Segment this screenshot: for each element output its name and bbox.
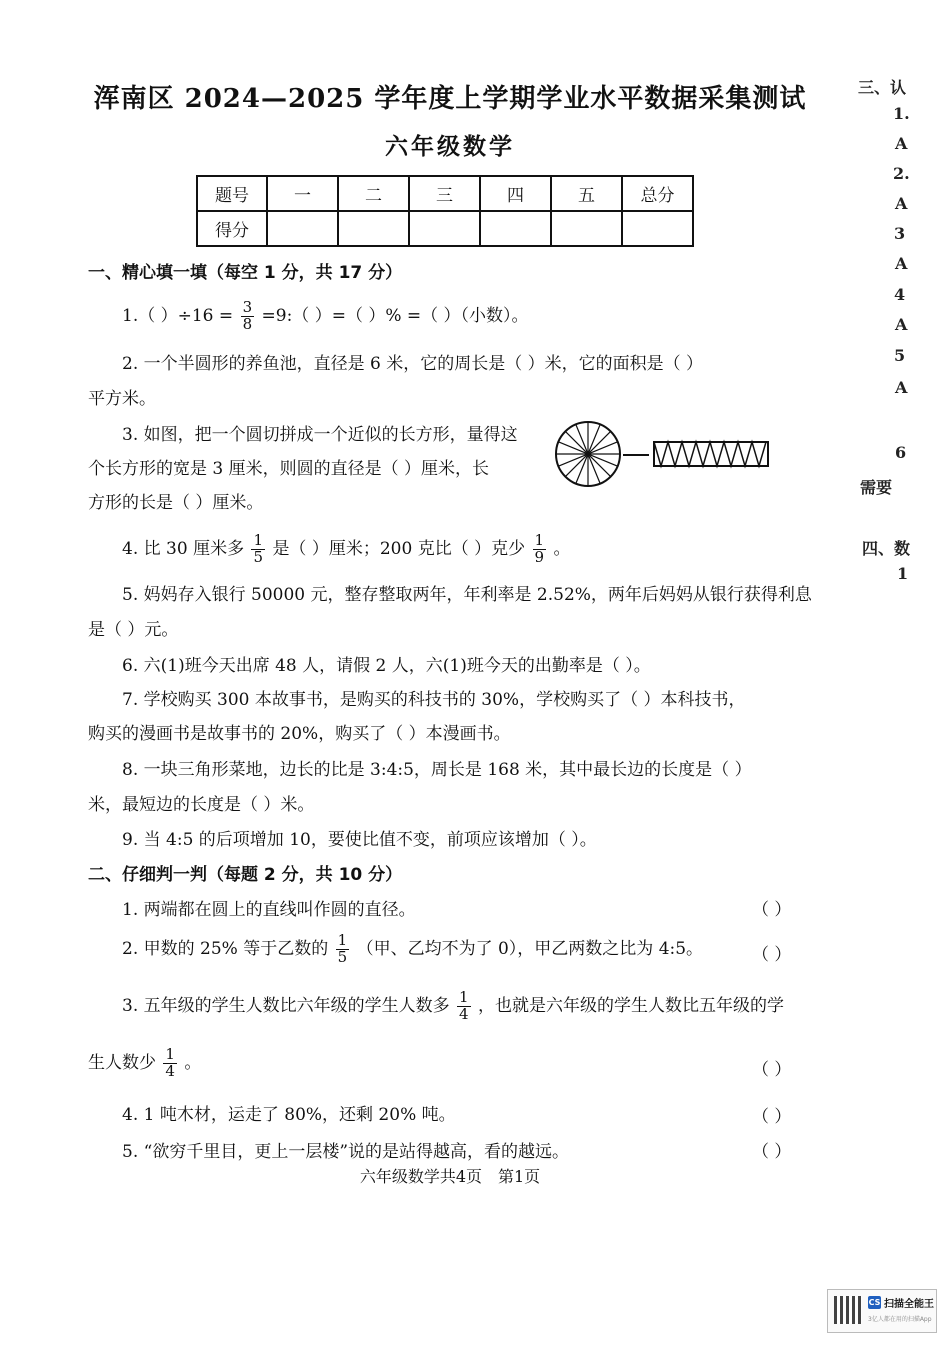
score-cell: 二	[338, 176, 409, 211]
score-cell: 一	[267, 176, 338, 211]
fraction: $\frac{1}{4}$	[165, 1045, 175, 1080]
scanner-watermark	[827, 1289, 937, 1333]
question-2-3-cont: 生人数少 $\frac{1}{4}$ 。	[88, 1045, 202, 1080]
section2-heading: 二、仔细判一判（每题 2 分，共 10 分）	[88, 865, 403, 885]
answer-paren[interactable]: （ ）	[752, 1060, 792, 1080]
score-blank[interactable]	[622, 211, 693, 246]
margin-fragment: A	[895, 194, 908, 213]
margin-fragment: A	[895, 378, 908, 397]
score-blank[interactable]	[480, 211, 551, 246]
margin-section4: 四、数	[862, 539, 911, 558]
question-1-7: 7. 学校购买 300 本故事书，是购买的科技书的 30%，学校购买了（ ）本科技书，	[122, 690, 746, 710]
question-1-2: 2. 一个半圆形的养鱼池，直径是 6 米，它的周长是（ ）米，它的面积是（ ）	[122, 354, 704, 374]
fraction: $\frac{1}{4}$	[459, 988, 469, 1023]
margin-fragment: 5	[894, 346, 906, 365]
margin-fragment: 需要	[860, 478, 893, 497]
fraction: $\frac{1}{9}$	[534, 531, 545, 566]
margin-fragment: 4	[894, 285, 906, 304]
question-1-4: 4. 比 30 厘米多 $\frac{1}{5}$ 是（ ）厘米；200 克比（ ）克少 $\frac{1}{9}$ 。	[122, 531, 571, 566]
margin-fragment: A	[895, 254, 908, 273]
question-2-1: 1. 两端都在圆上的直线叫作圆的直径。	[122, 900, 416, 920]
score-cell: 四	[480, 176, 551, 211]
question-2-3: 3. 五年级的学生人数比六年级的学生人数多 $\frac{1}{4}$ ，也就是六年级的学生人数比五年级的学	[122, 988, 784, 1023]
score-blank[interactable]	[409, 211, 480, 246]
fraction: $\frac{1}{5}$	[253, 531, 264, 566]
question-1-2-cont: 平方米。	[88, 389, 156, 409]
fraction: $\frac{1}{5}$	[337, 931, 348, 966]
watermark-name: 扫描全能王	[884, 1299, 934, 1310]
score-cell: 总分	[622, 176, 693, 211]
question-1-1: 1.（ ）÷16 = $\frac{3}{8}$ =9:（ ）=（ ）% =（ ）（小数）。	[122, 298, 529, 333]
margin-fragment: A	[895, 134, 908, 153]
cs-logo-icon: CS	[868, 1298, 881, 1307]
watermark-sub: 3亿人都在用的扫描App	[868, 1316, 932, 1323]
question-1-3: 3. 如图，把一个圆切拼成一个近似的长方形，量得这	[122, 425, 518, 445]
margin-fragment: 3	[894, 224, 906, 243]
margin-fragment: 6	[895, 443, 907, 462]
page-title: 浑南区 2024—2025 学年度上学期学业水平数据采集测试	[93, 84, 807, 114]
question-1-7-cont: 购买的漫画书是故事书的 20%，购买了（ ）本漫画书。	[88, 724, 511, 744]
score-blank[interactable]	[338, 211, 409, 246]
score-table-header-row	[197, 176, 693, 211]
margin-fragment: A	[895, 315, 908, 334]
score-cell: 五	[551, 176, 622, 211]
score-cell: 三	[409, 176, 480, 211]
question-2-2: 2. 甲数的 25% 等于乙数的 $\frac{1}{5}$ （甲、乙均不为了 0），甲乙两数之比为 4:5。	[122, 931, 704, 966]
answer-paren[interactable]: （ ）	[752, 1107, 792, 1127]
question-1-8: 8. 一块三角形菜地，边长的比是 3:4:5，周长是 168 米，其中最长边的长度是（ ）	[122, 760, 752, 780]
margin-fragment: 2.	[893, 164, 910, 183]
question-2-4: 4. 1 吨木材，运走了 80%，还剩 20% 吨。	[122, 1105, 456, 1125]
question-1-3-cont: 个长方形的宽是 3 厘米，则圆的直径是（ ）厘米，长	[88, 459, 490, 479]
score-blank[interactable]	[551, 211, 622, 246]
fraction: $\frac{3}{8}$	[242, 298, 253, 333]
score-cell: 题号	[197, 176, 267, 211]
score-table-score-row	[197, 211, 693, 246]
approx-rectangle	[654, 442, 768, 466]
sliced-circle	[556, 422, 620, 486]
margin-section3: 三、认	[858, 78, 907, 97]
answer-paren[interactable]: （ ）	[752, 945, 792, 965]
question-1-9: 9. 当 4:5 的后项增加 10，要使比值不变，前项应该增加（ ）。	[122, 830, 597, 850]
score-blank[interactable]	[267, 211, 338, 246]
score-table	[196, 175, 694, 247]
circle-to-rectangle-figure	[553, 418, 773, 490]
page-footer: 六年级数学共4页 第1页	[359, 1167, 541, 1186]
question-1-3-cont2: 方形的长是（ ）厘米。	[88, 493, 264, 513]
question-1-8-cont: 米，最短边的长度是（ ）米。	[88, 795, 315, 815]
margin-fragment: 1	[897, 564, 909, 583]
qr-code-icon	[834, 1296, 862, 1324]
question-1-5: 5. 妈妈存入银行 50000 元，整存整取两年，年利率是 2.52%，两年后妈妈从银行获得利息	[122, 585, 812, 605]
score-cell: 得分	[197, 211, 267, 246]
answer-paren[interactable]: （ ）	[752, 900, 792, 920]
question-1-6: 6. 六(1)班今天出席 48 人，请假 2 人，六(1)班今天的出勤率是（ ）。	[122, 656, 651, 676]
section1-heading: 一、精心填一填（每空 1 分，共 17 分）	[88, 263, 403, 283]
page-subtitle: 六年级数学	[385, 133, 515, 160]
answer-paren[interactable]: （ ）	[752, 1142, 792, 1162]
margin-fragment: 1.	[893, 104, 910, 123]
question-2-5: 5. “欲穷千里目，更上一层楼”说的是站得越高，看的越远。	[122, 1142, 570, 1162]
question-1-5-cont: 是（ ）元。	[88, 620, 179, 640]
